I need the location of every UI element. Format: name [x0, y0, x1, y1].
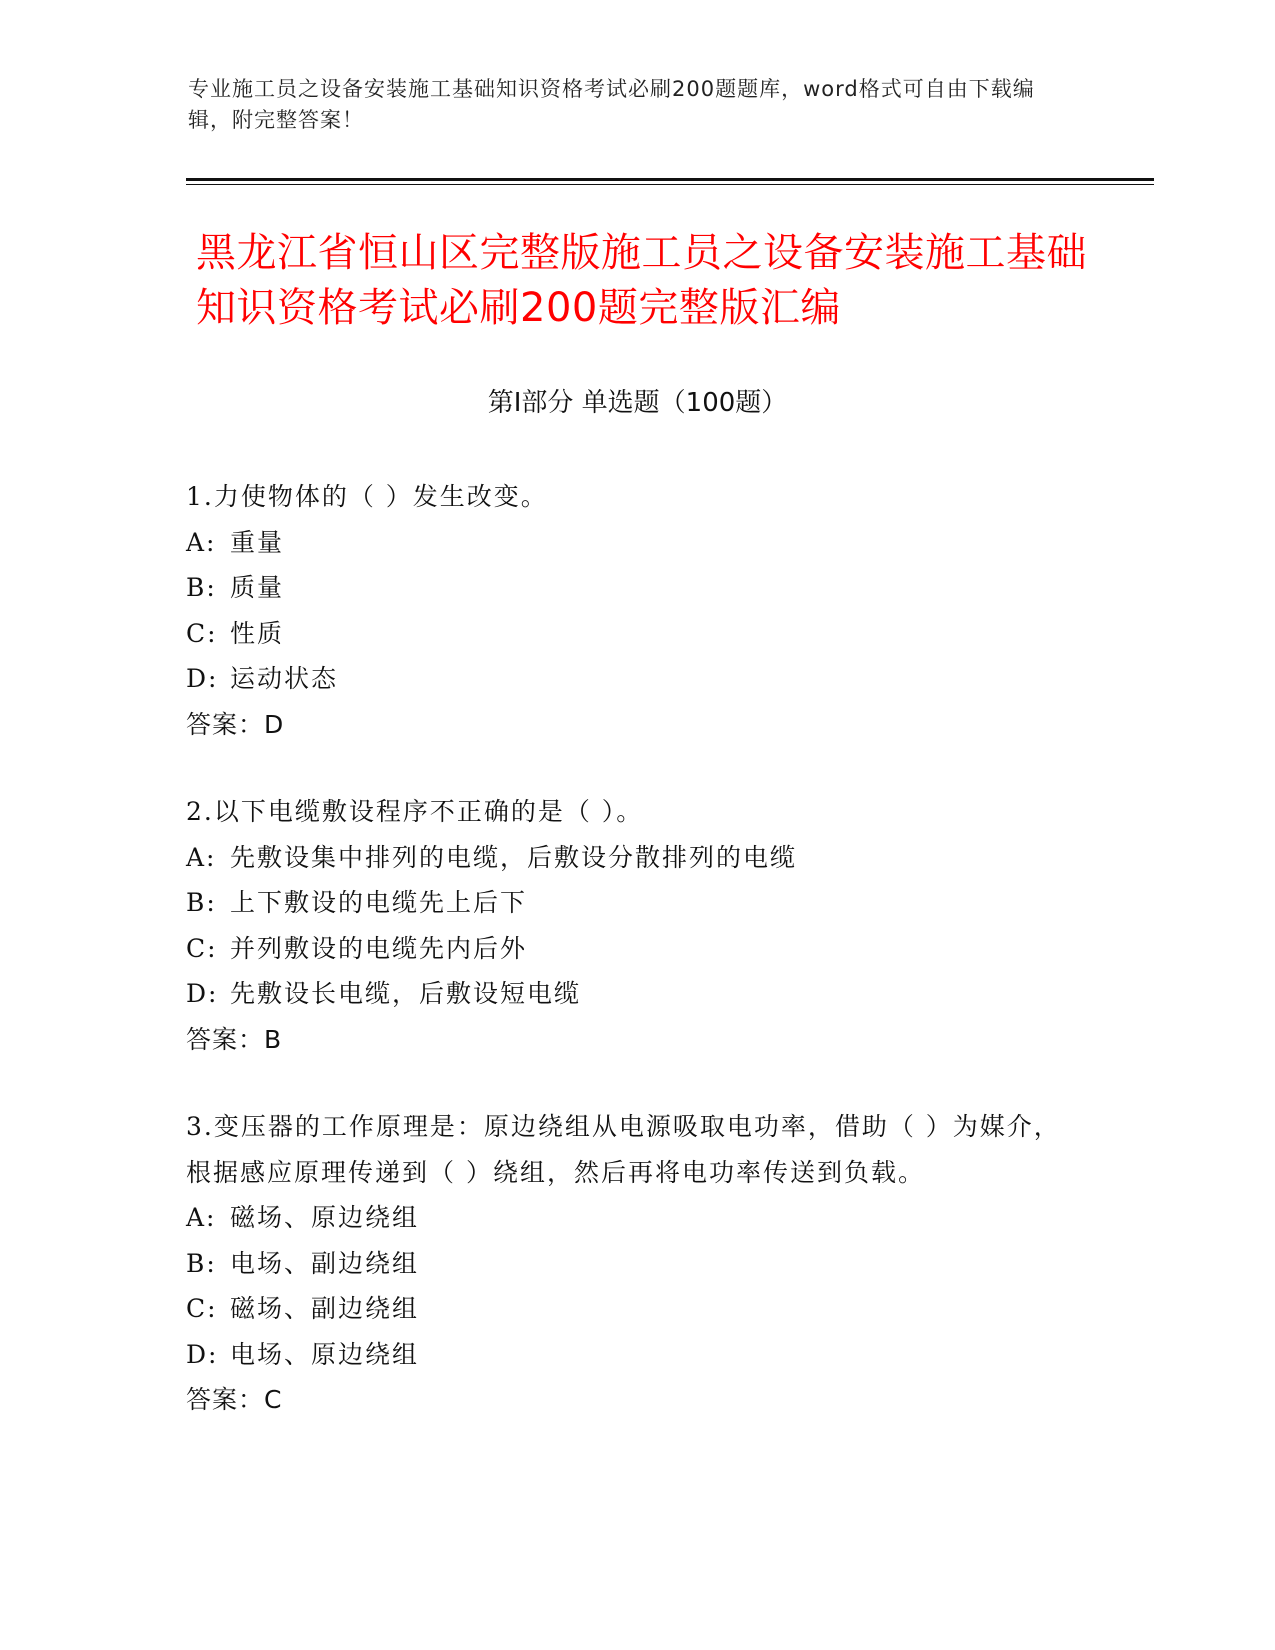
question-item	[186, 789, 1086, 1062]
option-letter: B:	[186, 888, 217, 917]
option-a	[186, 835, 1086, 881]
intro-text: 专业施工员之设备安装施工基础知识资格考试必刷200题题库，word格式可自由下载编辑，附完整答案！	[188, 77, 1035, 132]
option-letter: B:	[186, 1248, 217, 1278]
option-text: 性质	[230, 618, 285, 648]
option-text: 重量	[230, 527, 285, 557]
option-c	[186, 926, 1086, 972]
answer-label: 答案：	[186, 1024, 265, 1054]
option-d	[186, 1332, 1086, 1378]
answer-value: D	[264, 709, 285, 739]
option-letter: B:	[186, 573, 217, 602]
answer-label: 答案：	[186, 709, 265, 739]
answer-value: B	[264, 1024, 283, 1054]
option-letter: C:	[186, 618, 218, 648]
option-text: 运动状态	[230, 664, 339, 693]
option-a	[186, 1195, 1086, 1241]
section-title: 第Ⅰ部分 单选题（100题）	[487, 388, 788, 418]
option-text: 质量	[230, 573, 285, 602]
question-stem: 1.力使物体的（ ）发生改变。	[186, 482, 548, 511]
question-item	[186, 474, 1086, 747]
option-text: 上下敷设的电缆先上后下	[230, 888, 528, 917]
option-d	[186, 971, 1086, 1017]
option-letter: D:	[186, 1339, 219, 1369]
option-text: 先敷设长电缆，后敷设短电缆	[230, 979, 582, 1008]
option-letter: D:	[186, 979, 219, 1008]
option-c	[186, 1286, 1086, 1332]
option-d	[186, 656, 1086, 702]
question-stem: 2.以下电缆敷设程序不正确的是（ ）。	[186, 797, 644, 826]
option-letter: A:	[186, 1203, 217, 1232]
option-letter: D:	[186, 664, 219, 693]
option-b	[186, 565, 1086, 611]
answer-line	[186, 702, 1086, 748]
option-text: 并列敷设的电缆先内后外	[230, 933, 528, 963]
option-b	[186, 1241, 1086, 1287]
option-c	[186, 611, 1086, 657]
option-text: 先敷设集中排列的电缆，后敷设分散排列的电缆	[230, 842, 798, 872]
option-text: 电场、副边绕组	[230, 1248, 420, 1278]
answer-line	[186, 1377, 1086, 1423]
option-text: 磁场、副边绕组	[230, 1294, 420, 1323]
answer-label: 答案：	[186, 1385, 265, 1414]
question-list	[186, 474, 1086, 1465]
option-letter: C:	[186, 933, 218, 963]
option-letter: A:	[186, 842, 217, 872]
question-item	[186, 1104, 1086, 1423]
header-divider-thin	[186, 184, 1154, 185]
option-text: 磁场、原边绕组	[230, 1203, 420, 1232]
option-b	[186, 880, 1086, 926]
option-letter: A:	[186, 527, 217, 557]
answer-value: C	[264, 1385, 283, 1414]
header-divider-thick	[186, 178, 1154, 181]
option-letter: C:	[186, 1294, 218, 1323]
answer-line	[186, 1017, 1086, 1063]
option-text: 电场、原边绕组	[230, 1339, 420, 1369]
question-stem: 3.变压器的工作原理是：原边绕组从电源吸取电功率，借助（ ）为媒介，根据感应原理传递到（ ）绕组，然后再将电功率传送到负载。	[186, 1112, 1061, 1187]
option-a	[186, 520, 1086, 566]
document-title: 黑龙江省恒山区完整版施工员之设备安装施工基础知识资格考试必刷200题完整版汇编	[196, 230, 1087, 331]
